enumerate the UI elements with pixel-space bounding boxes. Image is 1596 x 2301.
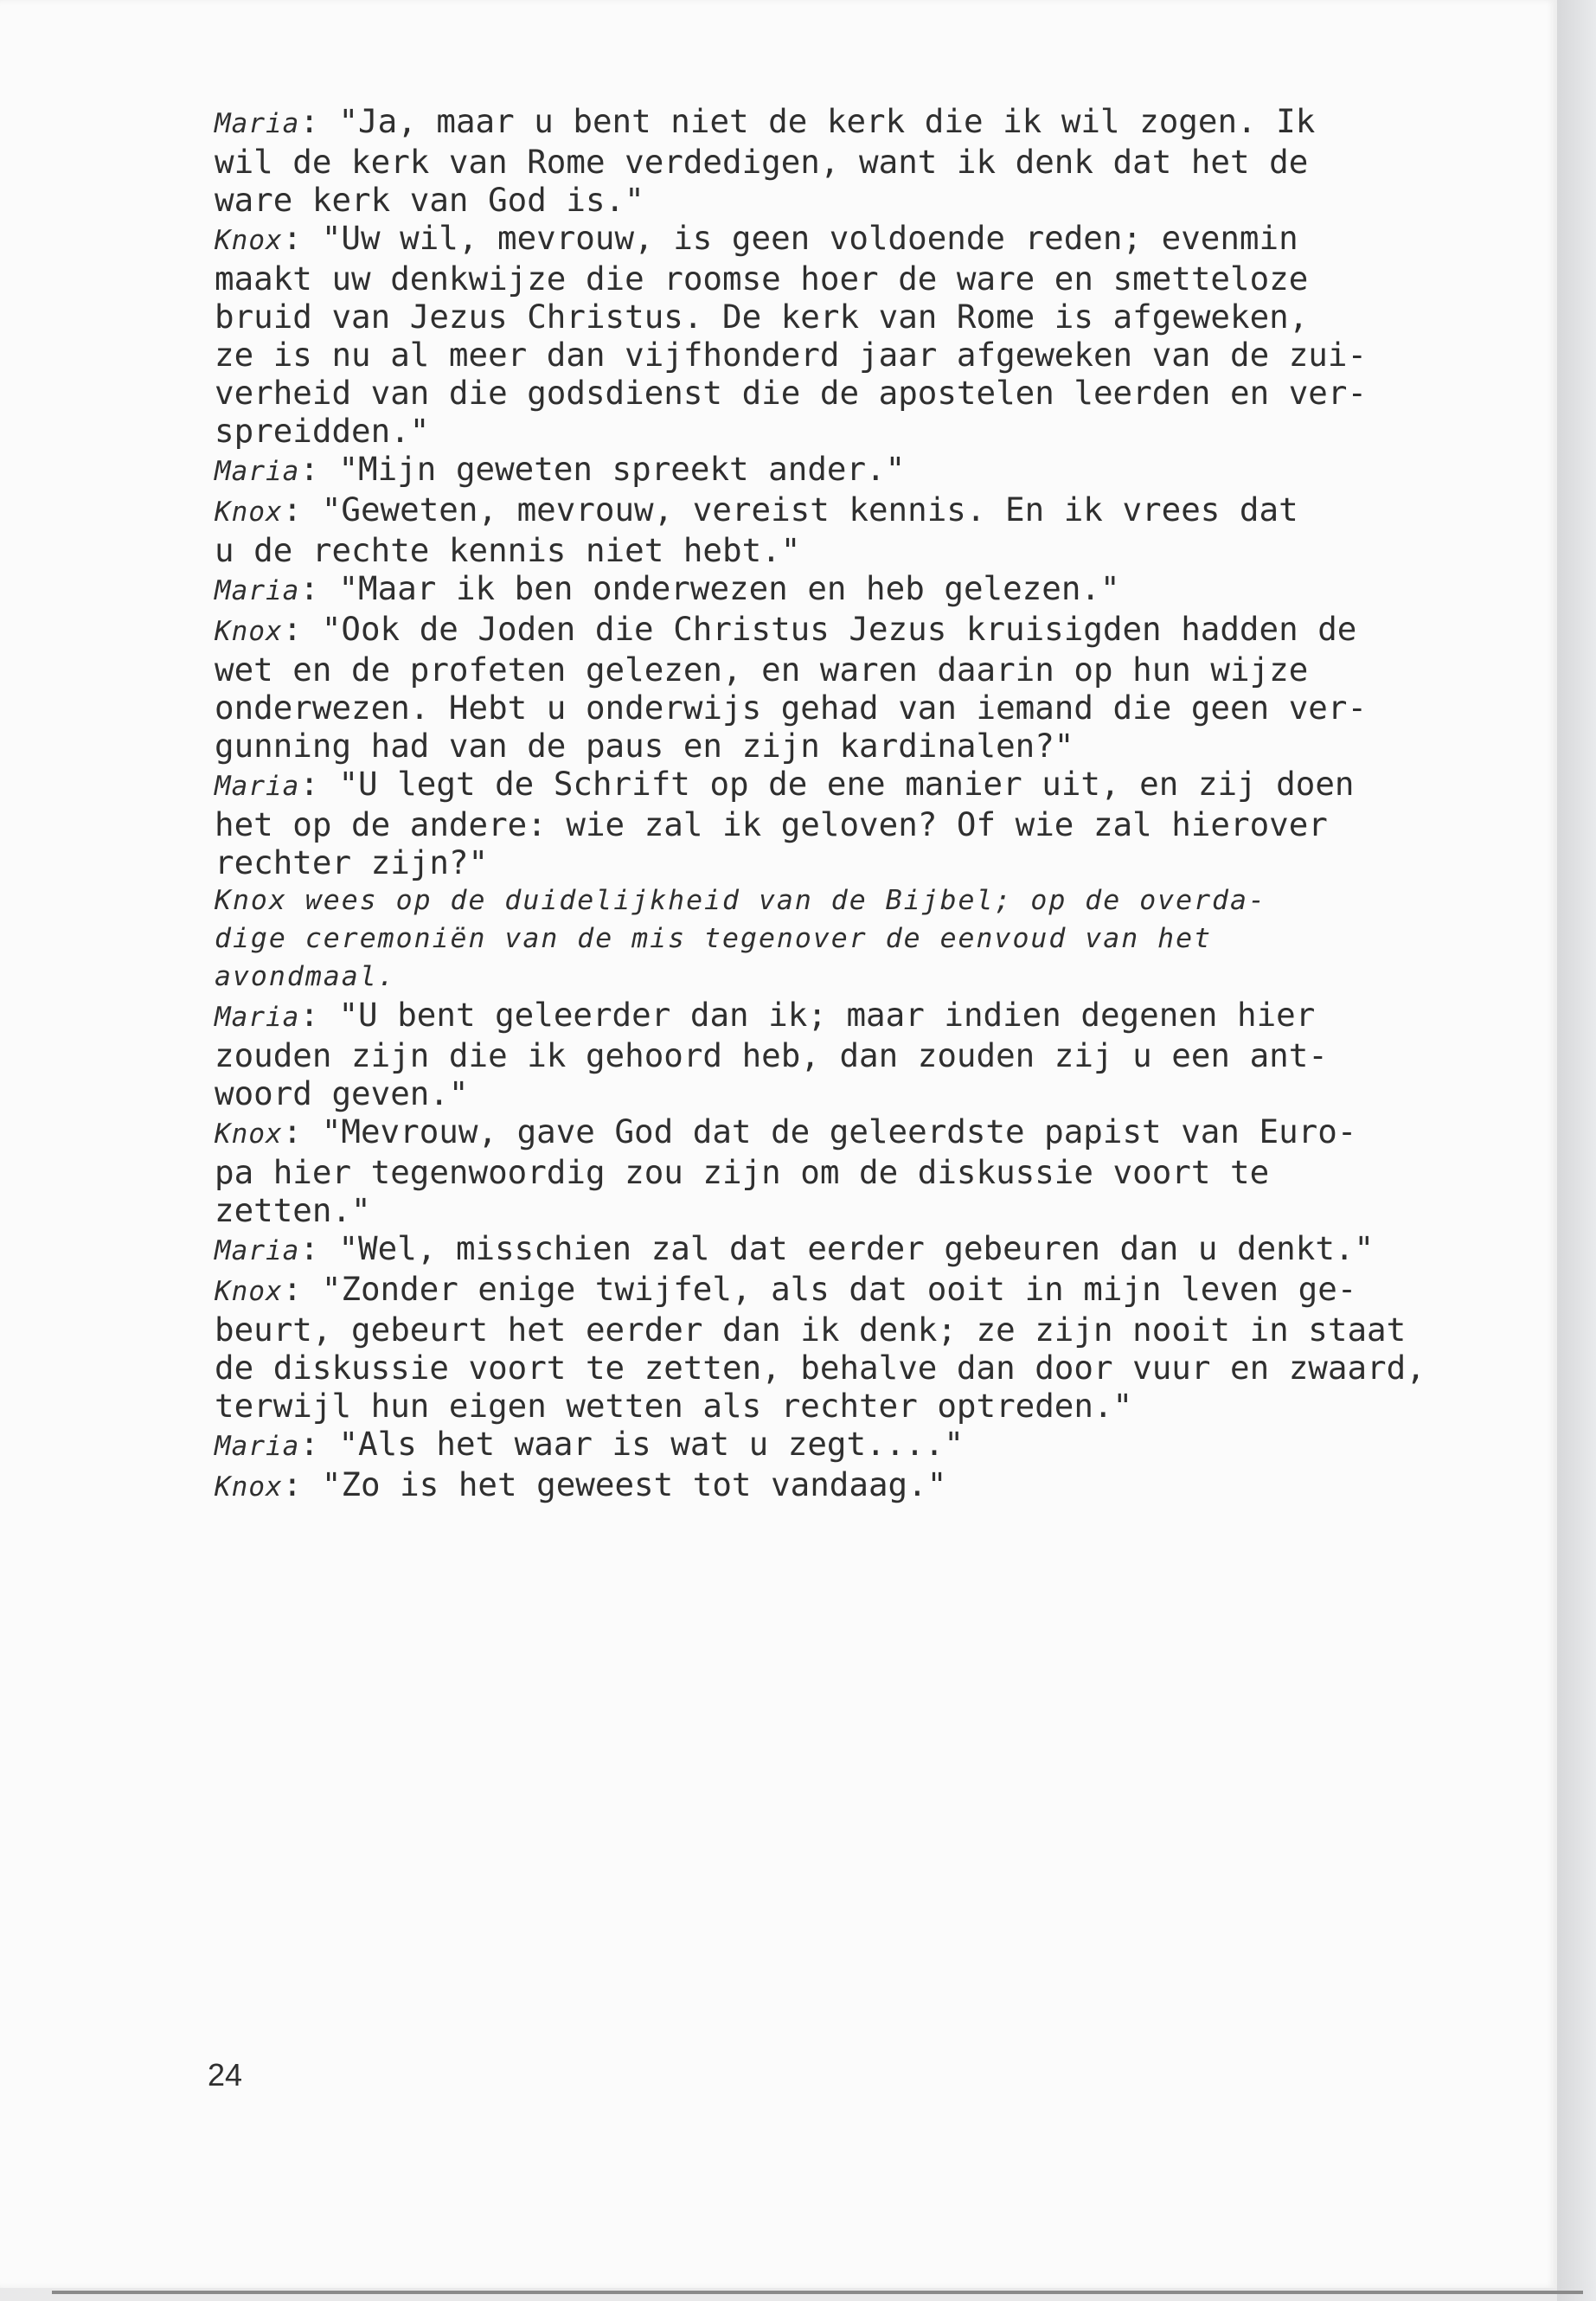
dialogue-line <box>215 450 1426 490</box>
dialogue-paragraph <box>215 1112 1426 1229</box>
dialogue-line-text: de diskussie voort te zetten, behalve dan door vuur en zwaard, <box>215 1349 1426 1387</box>
dialogue-line <box>215 219 1426 260</box>
page-edge <box>1557 0 1596 2301</box>
dialogue-line-text: bruid van Jezus Christus. De kerk van Rome is afgeweken, <box>215 298 1309 336</box>
dialogue-paragraph <box>215 765 1426 881</box>
dialogue-line <box>215 1311 1426 1349</box>
dialogue-line <box>215 1270 1426 1311</box>
dialogue-line-text: ze is nu al meer dan vijfhonderd jaar afgeweken van de zui- <box>215 336 1368 374</box>
dialogue-line <box>215 531 1426 569</box>
speaker-name: Maria <box>215 771 300 802</box>
speaker-colon: : <box>282 610 322 648</box>
dialogue-paragraph <box>215 1425 1426 1465</box>
dialogue-line <box>215 336 1426 374</box>
dialogue-line-text: "Mijn geweten spreekt ander." <box>338 450 906 488</box>
speaker-colon: : <box>299 1425 339 1463</box>
dialogue-line-text: "Zonder enige twijfel, als dat ooit in mijn leven ge- <box>321 1270 1357 1308</box>
narration-line: dige ceremoniën van de mis tegenover de eenvoud van het <box>215 923 1213 954</box>
speaker-colon: : <box>282 490 322 529</box>
speaker-name: Knox <box>215 616 283 647</box>
dialogue-line-text: "U legt de Schrift op de ene manier uit, en zij doen <box>338 765 1355 803</box>
speaker-name: Knox <box>215 1276 283 1307</box>
speaker-colon: : <box>282 1112 322 1150</box>
bottom-rule <box>52 2291 1583 2294</box>
speaker-colon: : <box>299 765 339 803</box>
dialogue-line-text: het op de andere: wie zal ik geloven? Of wie zal hierover <box>215 805 1328 843</box>
dialogue-line-text: "Geweten, mevrouw, vereist kennis. En ik vrees dat <box>321 490 1298 529</box>
dialogue-paragraph <box>215 1465 1426 1506</box>
dialogue-line <box>215 1153 1426 1229</box>
dialogue-line-text: verheid van die godsdienst die de apostelen leerden en ver- <box>215 374 1368 412</box>
dialogue-line <box>215 996 1426 1036</box>
page-number: 24 <box>208 2057 243 2093</box>
dialogue-line-text: "Als het waar is wat u zegt...." <box>338 1425 964 1463</box>
dialogue-line-text: "Ja, maar u bent niet de kerk die ik wil zogen. Ik <box>338 102 1316 140</box>
dialogue-line-text: maakt uw denkwijze die roomse hoer de ware en smetteloze <box>215 260 1309 298</box>
dialogue-line-text: "Uw wil, mevrouw, is geen voldoende reden; evenmin <box>321 219 1298 257</box>
dialogue-line <box>215 298 1426 336</box>
dialogue-line <box>215 1229 1426 1270</box>
speaker-name: Knox <box>215 225 283 256</box>
dialogue-line <box>215 1112 1426 1153</box>
dialogue-line <box>215 181 1426 219</box>
speaker-name: Maria <box>215 108 300 139</box>
dialogue-paragraph <box>215 996 1426 1112</box>
dialogue-line-text: ware kerk van God is." <box>215 181 644 219</box>
dialogue-line <box>215 412 1426 450</box>
dialogue-line-text: zouden zijn die ik gehoord heb, dan zouden zij u een ant- <box>215 1036 1328 1074</box>
dialogue-line <box>215 727 1426 765</box>
speaker-name: Maria <box>215 1002 300 1033</box>
speaker-colon: : <box>299 450 339 488</box>
dialogue-line <box>215 1465 1426 1506</box>
dialogue-line <box>215 805 1426 843</box>
dialogue-line-text: rechter zijn?" <box>215 843 489 881</box>
dialogue-line-text: "Ook de Joden die Christus Jezus kruisigden hadden de <box>321 610 1357 648</box>
dialogue-line-text: woord geven." <box>215 1074 469 1112</box>
speaker-colon: : <box>299 996 339 1034</box>
dialogue-line <box>215 143 1426 181</box>
dialogue-line-text: wil de kerk van Rome verdedigen, want ik denk dat het de <box>215 143 1309 181</box>
narration-paragraph <box>215 881 1426 996</box>
speaker-colon: : <box>299 1229 339 1267</box>
dialogue-line <box>215 651 1426 689</box>
speaker-name: Knox <box>215 1118 283 1150</box>
dialogue-line <box>215 843 1426 881</box>
dialogue-paragraph <box>215 569 1426 610</box>
dialogue-paragraph <box>215 450 1426 490</box>
dialogue-line-text: "U bent geleerder dan ik; maar indien degenen hier <box>338 996 1316 1034</box>
dialogue-line <box>215 1036 1426 1074</box>
dialogue-paragraph <box>215 1229 1426 1270</box>
dialogue-line <box>215 1074 1426 1112</box>
dialogue-line <box>215 490 1426 531</box>
speaker-colon: : <box>282 1270 322 1308</box>
dialogue-line <box>215 1425 1426 1465</box>
narration-line: avondmaal. <box>215 961 396 992</box>
speaker-colon: : <box>299 102 339 140</box>
dialogue-paragraph <box>215 102 1426 219</box>
dialogue-line-text: wet en de profeten gelezen, en waren daarin op hun wijze <box>215 651 1309 689</box>
dialogue-paragraph <box>215 219 1426 450</box>
dialogue-line <box>215 102 1426 143</box>
dialogue-line-text: gunning had van de paus en zijn kardinalen?" <box>215 727 1074 765</box>
dialogue-line-text: spreidden." <box>215 412 430 450</box>
speaker-name: Maria <box>215 1431 300 1462</box>
dialogue-line <box>215 689 1426 727</box>
dialogue-line <box>215 569 1426 610</box>
dialogue-line-text: "Maar ik ben onderwezen en heb gelezen." <box>338 569 1120 607</box>
speaker-name: Maria <box>215 456 300 487</box>
dialogue-line-text: u de rechte kennis niet hebt." <box>215 531 801 569</box>
dialogue-line-text: onderwezen. Hebt u onderwijs gehad van iemand die geen ver- <box>215 689 1368 727</box>
dialogue-paragraph <box>215 490 1426 569</box>
dialogue-line <box>215 1349 1426 1387</box>
dialogue-line-text: "Wel, misschien zal dat eerder gebeuren dan u denkt." <box>338 1229 1375 1267</box>
speaker-name: Maria <box>215 575 300 606</box>
dialogue-line-text: terwijl hun eigen wetten als rechter optreden." <box>215 1387 1133 1425</box>
dialogue-line <box>215 1387 1426 1425</box>
dialogue-paragraph <box>215 1270 1426 1425</box>
dialogue-line-text: pa hier tegenwoordig zou zijn om de diskussie voort te zetten." <box>215 1153 1289 1229</box>
speaker-colon: : <box>299 569 339 607</box>
speaker-name: Knox <box>215 1471 283 1503</box>
speaker-colon: : <box>282 219 322 257</box>
dialogue-line <box>215 610 1426 651</box>
dialogue-line-text: "Mevrouw, gave God dat de geleerdste papist van Euro- <box>321 1112 1357 1150</box>
dialogue-line <box>215 765 1426 805</box>
narration-line: Knox wees op de duidelijkheid van de Bijbel; op de overda- <box>215 885 1266 916</box>
speaker-colon: : <box>282 1465 322 1503</box>
dialogue-line <box>215 374 1426 412</box>
speaker-name: Maria <box>215 1235 300 1266</box>
dialogue-text <box>215 102 1426 1506</box>
dialogue-line <box>215 260 1426 298</box>
speaker-name: Knox <box>215 497 283 528</box>
dialogue-line-text: beurt, gebeurt het eerder dan ik denk; ze zijn nooit in staat <box>215 1311 1407 1349</box>
dialogue-line-text: "Zo is het geweest tot vandaag." <box>321 1465 947 1503</box>
dialogue-paragraph <box>215 610 1426 765</box>
